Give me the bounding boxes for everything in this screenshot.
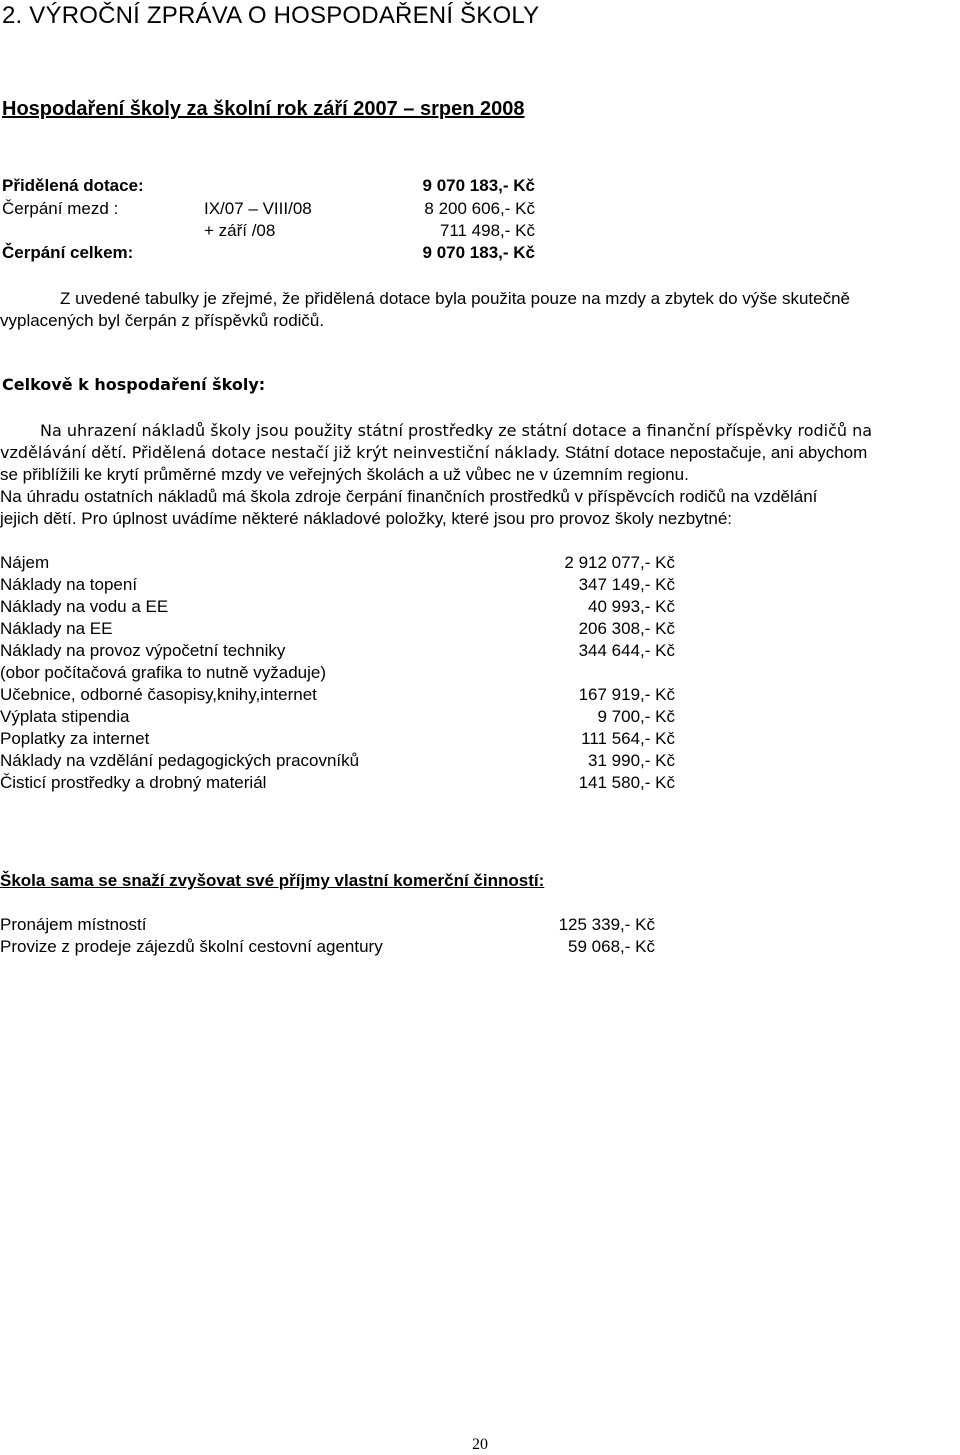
paragraph-fragment: vzdělávání dětí.	[0, 443, 127, 462]
paragraph-text: Na uhrazení nákladů školy jsou použity státní prostředky ze státní dotace a finanční příspěvky rodičů na	[40, 421, 873, 440]
report-subtitle: Hospodaření školy za školní rok září 2007 – srpen 2008	[2, 98, 525, 120]
cost-amount: 40 993,- Kč	[588, 597, 675, 616]
cost-amount: 111 564,- Kč	[581, 729, 675, 748]
cost-label: Náklady na vodu a EE	[0, 597, 169, 616]
paragraph-fragment: Státní dotace nepostačuje, ani abychom	[564, 443, 868, 462]
cost-label: Poplatky za internet	[0, 729, 150, 748]
cost-amount: 206 308,- Kč	[578, 619, 675, 638]
cost-amount: 141 580,- Kč	[578, 773, 675, 792]
cost-label: Výplata stipendia	[0, 707, 130, 726]
section-heading	[2, 374, 265, 396]
summary-label: Čerpání celkem:	[2, 243, 134, 262]
cost-label: Náklady na provoz výpočetní techniky	[0, 641, 286, 660]
summary-label: Přidělená dotace:	[2, 176, 144, 195]
summary-amount: 8 200 606,- Kč	[424, 199, 535, 218]
note-text: vyplacených byl čerpán z příspěvků rodičů.	[0, 311, 325, 330]
paragraph-text: se přiblížili ke krytí průměrné mzdy ve veřejných školách a už vůbec ne v územním regionu.	[0, 465, 689, 484]
cost-label: (obor počítačová grafika to nutně vyžaduje)	[0, 663, 327, 682]
income-amount: 59 068,- Kč	[568, 937, 655, 956]
cost-amount: 31 990,- Kč	[588, 751, 675, 770]
page-title: 2. VÝROČNÍ ZPRÁVA O HOSPODAŘENÍ ŠKOLY	[2, 2, 540, 29]
cost-label: Náklady na EE	[0, 619, 113, 638]
section-heading-text: Celkově k hospodaření školy:	[2, 375, 266, 394]
summary-amount: 9 070 183,- Kč	[422, 176, 535, 195]
paragraph-text: jejich dětí. Pro úplnost uvádíme některé nákladové položky, které jsou pro provoz školy nezbytné:	[0, 509, 733, 528]
cost-amount: 347 149,- Kč	[578, 575, 675, 594]
cost-label: Náklady na vzdělání pedagogických pracovníků	[0, 751, 360, 770]
summary-amount: 9 070 183,- Kč	[422, 243, 535, 262]
paragraph-line	[0, 442, 867, 464]
summary-label: Čerpání mezd :	[2, 199, 119, 218]
income-label: Provize z prodeje zájezdů školní cestovní agentury	[0, 937, 383, 956]
note-text: Z uvedené tabulky je zřejmé, že přidělená dotace byla použita pouze na mzdy a zbytek do výše skutečně	[60, 289, 851, 308]
income-amount: 125 339,- Kč	[558, 915, 655, 934]
page-number: 20	[472, 1436, 488, 1453]
summary-period: IX/07 – VIII/08	[204, 199, 312, 218]
cost-amount: 344 644,- Kč	[578, 641, 675, 660]
cost-label: Náklady na topení	[0, 575, 138, 594]
cost-amount: 167 919,- Kč	[578, 685, 675, 704]
paragraph-fragment: Přidělená dotace nestačí již krýt neinvestiční náklady.	[131, 443, 561, 462]
cost-label: Nájem	[0, 553, 50, 572]
cost-amount: 9 700,- Kč	[597, 707, 675, 726]
cost-label: Učebnice, odborné časopisy,knihy,internet	[0, 685, 317, 704]
summary-amount: 711 498,- Kč	[439, 221, 535, 240]
summary-period: + září /08	[204, 221, 276, 240]
paragraph-text: Na úhradu ostatních nákladů má škola zdroje čerpání finančních prostředků v příspěvcích rodičů na vzdělání	[0, 487, 818, 506]
income-label: Pronájem místností	[0, 915, 147, 934]
income-heading: Škola sama se snaží zvyšovat své příjmy vlastní komerční činností:	[0, 871, 545, 890]
cost-label: Čisticí prostředky a drobný materiál	[0, 773, 267, 792]
cost-amount: 2 912 077,- Kč	[564, 553, 675, 572]
